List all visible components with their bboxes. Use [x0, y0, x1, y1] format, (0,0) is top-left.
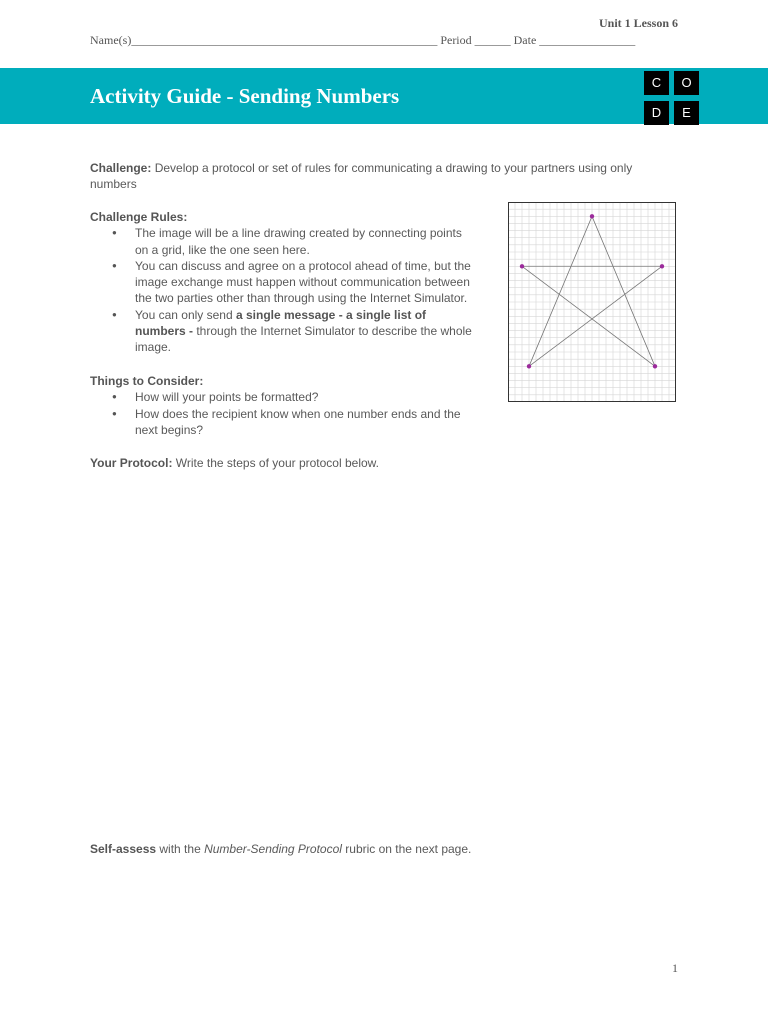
rule-emphasis: a single message - a single list of [235, 307, 427, 322]
logo-letter: E [674, 101, 699, 125]
list-line: the two parties other than through using the Internet Simulator. [135, 291, 468, 306]
list-line: image. [135, 340, 172, 355]
self-assess-line [90, 841, 670, 857]
list-line: ● How does the recipient know when one number ends and the [135, 406, 461, 421]
challenge-rules-section [90, 209, 510, 356]
star-edge [592, 216, 655, 366]
grid-lines [508, 202, 676, 402]
challenge-paragraph [90, 160, 670, 193]
consider-heading: Things to Consider: [90, 374, 204, 388]
star-point [520, 264, 524, 268]
rule-text: through the Internet Simulator to describe the whole [193, 324, 472, 339]
star-edge [529, 216, 592, 366]
rule-emphasis: numbers - [135, 324, 194, 339]
rules-heading: Challenge Rules: [90, 210, 188, 224]
challenge-label: Challenge: [90, 161, 152, 175]
name-period-date-line: Name(s)___________________________________________________ Period ______ Date ________________ [90, 33, 636, 47]
list-line: next begins? [135, 422, 204, 437]
star-point [590, 214, 594, 218]
consider-section [90, 373, 510, 438]
star-grid-svg [508, 202, 676, 402]
logo-letter: O [674, 71, 699, 95]
rubric-name: Number-Sending Protocol [204, 842, 342, 856]
protocol-label: Your Protocol: [90, 456, 173, 470]
self-assess-bold: Self-assess [90, 842, 157, 856]
logo-letter: D [644, 101, 669, 125]
list-item [90, 389, 510, 405]
list-line [135, 323, 510, 339]
list-line: ● The image will be a line drawing created by connecting points [135, 226, 462, 241]
star-point [660, 264, 664, 268]
list-line: ● How will your points be formatted? [135, 390, 319, 405]
star-point [653, 364, 657, 368]
star-point [527, 364, 531, 368]
list-item [90, 258, 510, 307]
challenge-text-cont: numbers [90, 177, 137, 192]
self-assess-text: rubric on the next page. [341, 842, 472, 856]
list-line: on a grid, like the one seen here. [135, 242, 310, 257]
list-line: image exchange must happen without communication between [135, 275, 470, 290]
list-line [135, 307, 510, 323]
protocol-prompt [90, 455, 670, 471]
self-assess-text: with the [156, 842, 205, 856]
page-title: Activity Guide - Sending Numbers [90, 84, 400, 108]
list-item [90, 225, 510, 258]
logo-letter: C [644, 71, 669, 95]
protocol-text: Write the steps of your protocol below. [172, 456, 380, 470]
list-item [90, 307, 510, 356]
code-logo [644, 71, 700, 125]
list-item [90, 406, 510, 439]
lesson-label: Unit 1 Lesson 6 [598, 16, 678, 30]
list-line: ● You can discuss and agree on a protocol ahead of time, but the [135, 258, 471, 273]
challenge-text: Develop a protocol or set of rules for communicating a drawing to your partners using only [154, 161, 633, 175]
star-grid-figure [508, 202, 676, 402]
page-number: 1 [672, 961, 678, 975]
rule-text: You can only send [135, 307, 236, 322]
